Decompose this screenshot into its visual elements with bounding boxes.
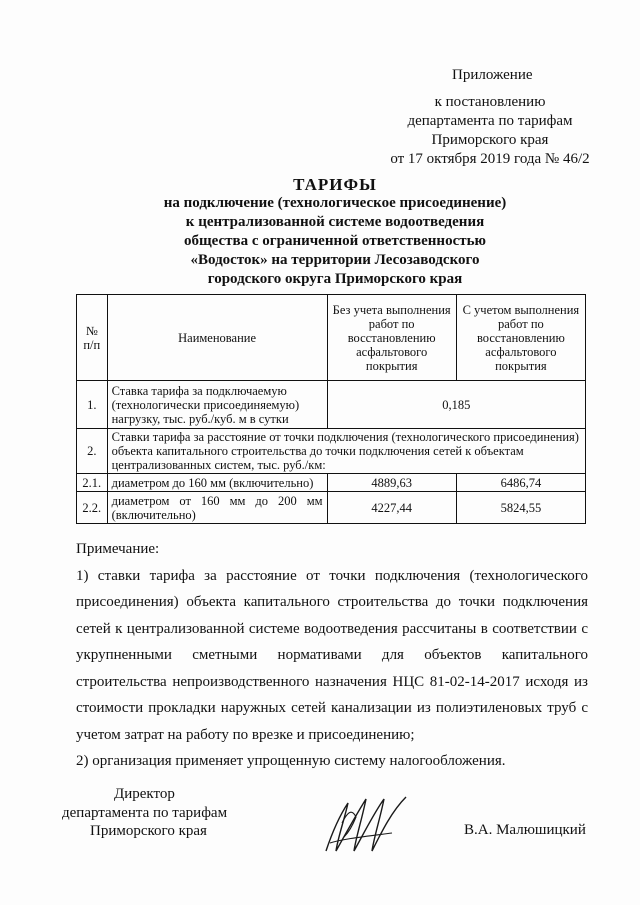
row-name: Ставки тарифа за расстояние от точки подключения (технологического присоединения) объекта капитального строительства до точки подключения сетей к объектам централизованных систем, тыс. руб./км: [107,429,585,474]
table-row [77,381,586,429]
appendix-title: Приложение [452,67,533,83]
handwritten-signature [322,793,414,857]
position-line: Директор [114,786,175,802]
table-row [77,492,586,524]
appendix-line: Приморского края [431,132,549,148]
document-title-line: на подключение (технологическое присоединение) [163,195,507,211]
appendix-line: департамента по тарифам [407,113,573,129]
document-title-line: «Водосток» на территории Лесозаводского [190,252,480,268]
notes-section [76,536,588,775]
header-with-asphalt: С учетом выполнения работ по восстановлению асфальтового покрытия [456,295,585,381]
appendix-header [370,66,610,169]
header-without-asphalt: Без учета выполнения работ по восстановлению асфальтового покрытия [327,295,456,381]
row-num: 2. [77,429,108,474]
row-value-a: 4889,63 [327,474,456,492]
document-title-line: городского округа Приморского края [207,271,463,287]
tariff-table [76,294,586,524]
position-line: Приморского края [90,823,207,839]
position-line: департамента по тарифам [62,804,228,821]
row-value-b: 5824,55 [456,492,585,524]
note-item: 2) организация применяет упрощенную систему налогообложения. [76,753,506,769]
row-value-a: 4227,44 [327,492,456,524]
signatory-name: В.А. Малюшицкий [464,822,586,838]
row-num: 1. [77,381,108,429]
header-num: № п/п [77,295,108,381]
row-name: диаметром до 160 мм (включительно) [107,474,327,492]
table-header-row [77,295,586,381]
row-num: 2.1. [77,474,108,492]
row-name: Ставка тарифа за подключаемую (технологически присоединяемую) нагрузку, тыс. руб./куб. м в сутки [107,381,327,429]
signatory-position [62,785,262,841]
row-name: диаметром от 160 мм до 200 мм (включительно) [107,492,327,524]
document-title-line: к централизованной системе водоотведения [185,214,485,230]
appendix-line: к постановлению [434,94,546,110]
document-title-main: ТАРИФЫ [293,175,377,194]
header-name: Наименование [107,295,327,381]
note-item: 1) ставки тарифа за расстояние от точки подключения (технологического присоединения) объекта капитального строительства до точки подключения сетей к централизованной системе водоотведения рассчитаны в соответствии с укрупненными сметными нормативами для объектов капитального строительства непроизводственного назначения НЦС 81-02-14-2017 исходя из стоимости прокладки наружных сетей канализации из полиэтиленовых труб с учетом затрат на работу по врезке и присоединению; [76,567,588,743]
document-title [80,175,590,289]
table-row [77,429,586,474]
table-row [77,474,586,492]
row-value: 0,185 [327,381,585,429]
row-num: 2.2. [77,492,108,524]
document-title-line: общества с ограниченной ответственностью [184,233,486,249]
appendix-line: от 17 октября 2019 года № 46/2 [390,151,590,167]
notes-heading: Примечание: [76,541,160,557]
row-value-b: 6486,74 [456,474,585,492]
